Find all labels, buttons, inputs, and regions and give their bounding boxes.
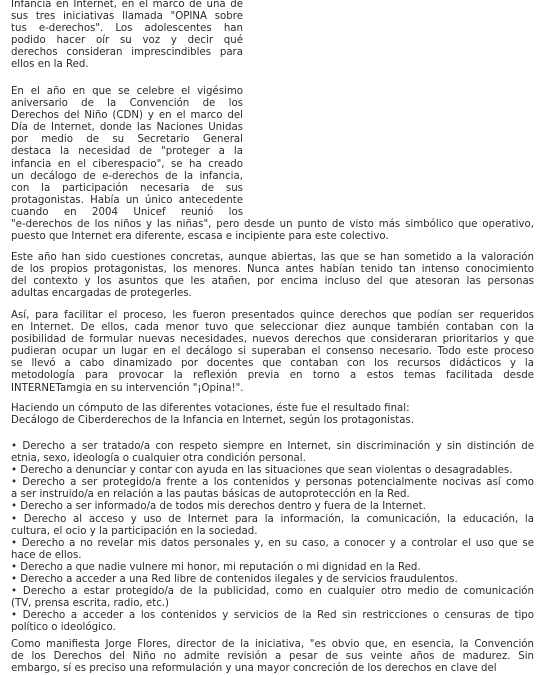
list-item-line: cultura, el ocio y la participación en la sociedad. [11,525,258,537]
text-line: con la participación necesaria de sus [11,182,243,194]
list-item-line: • Derecho a ser tratado/a con respeto siempre en Internet, sin discriminación y sin distinción de [11,441,534,452]
text-line: Derechos del Niño (CDN) y en el marco del [11,110,243,122]
list-item-line: • Derecho a acceder a una Red libre de contenidos ilegales y de servicios fraudulentos. [11,574,458,586]
text-line: INTERNETamgia en su intervención "¡Opina!". [11,382,244,394]
text-line: ellos en la Red. [11,59,89,71]
text-line: en Internet. De ellos, cada menor tuvo que seleccionar diez aunque también contaban con la [11,322,534,334]
text-line: protagonistas. Había un único antecedente [11,194,243,206]
rights-list [11,441,534,635]
list-item-line: • Derecho a acceder a los contenidos y servicios de la Red sin restricciones o censuras de tipo [11,610,534,622]
text-line: derechos consideran imprescindibles para [11,47,243,59]
text-line: Infancia en Internet, en el marco de una de [11,0,243,10]
text-line: infancia en el ciberespacio", se ha creado [11,158,243,170]
list-item [11,538,534,562]
text-line: de los propios protagonistas, los menores. Nunca antes habían tenido tan intenso conocimiento [11,264,534,276]
text-line: Decálogo de Ciberderechos de la Infancia en Internet, según los protagonistas. [11,415,415,427]
text-line: Día de Internet, donde las Naciones Unidas [11,122,243,134]
text-line: posibilidad de formular nuevas necesidades, nuevos derechos que consideraran prioritarios y que [11,334,534,346]
text-line: cuando en 2004 Unicef reunió los [11,206,243,218]
paragraph-process [11,310,534,395]
text-line: adultas encargadas de protegerles. [11,288,192,300]
text-line: puesto que Internet era diferente, escasa e incipiente para este colectivo. [11,231,389,243]
list-item-line: a ser instruido/a en relación a las pautas básicas de autoprotección en la Red. [11,489,410,501]
list-item [11,562,534,574]
paragraph-anniversary [11,86,534,243]
list-item-line: • Derecho a no revelar mis datos personales y, en su caso, a conocer y a controlar el uso que se [11,537,534,549]
text-line: se llevó a cabo dinamizado por docentes que contaban con los recursos didácticos y la [11,358,534,370]
list-item-line: • Derecho al acceso y uso de Internet para la información, la comunicación, la educación, la [11,513,534,525]
list-item [11,465,534,477]
list-item [11,441,534,465]
list-item [11,610,534,634]
list-item-line: • Derecho a ser informado/a de todos mis derechos dentro y fuera de la Internet. [11,501,426,513]
list-item-line: político o ideológico. [11,622,116,634]
list-item-line: (TV, prensa escrita, radio, etc.) [11,598,170,610]
text-line: destaca la necesidad de "proteger a la [11,146,243,158]
paragraph-results [11,403,534,427]
text-line: aniversario de la Convención de los [11,98,243,110]
text-line: tus e-derechos". Los adolescentes han [11,23,243,35]
text-line: "e-derechos de los niños y las niñas", pero desde un punto de visto más simbólico que operativo, [11,219,534,231]
paragraph-intro [11,0,243,72]
text-line: Este año han sido cuestiones concretas, aunque abiertas, las que se han sometido a la valoración [11,252,534,263]
text-line: de los Derechos del Niño no admite revisión a pesar de sus veinte años de madurez. Sin [11,651,534,663]
list-item-line: • Derecho a que nadie vulnere mi honor, mi reputación o mi dignidad en la Red. [11,561,421,573]
list-item [11,514,534,538]
list-item [11,586,534,610]
text-line: podido hacer oír su voz y decir qué [11,35,243,47]
text-line: un decálogo de e-derechos de la infancia, [11,170,243,182]
list-item [11,501,534,513]
text-line: sus tres iniciativas llamada "OPINA sobre [11,11,243,23]
text-line: del contexto y los asuntos que les atañen, por encima incluso del que atesoran las personas [11,276,534,288]
text-line: Así, para facilitar el proceso, les fueron presentados quince derechos que podían ser requeridos [11,310,534,321]
list-item-line: • Derecho a denunciar y contar con ayuda en las situaciones que sean violentas o desagradables. [11,465,513,477]
text-line: por medio de su Secretario General [11,134,243,146]
text-line: embargo, sí es preciso una reformulación y una mayor concreción de los derechos en clave del [11,663,497,675]
list-item-line: etnia, sexo, ideología o cualquier otra condición personal. [11,453,306,465]
text-line: metodología para provocar la reflexión previa en torno a estos temas facilitada desde [11,370,534,382]
list-item-line: hace de ellos. [11,549,82,561]
paragraph-concrete-issues [11,252,534,300]
text-line: Como manifiesta Jorge Flores, director de la iniciativa, "es obvio que, en esencia, la Convención [11,639,534,650]
list-item-line: • Derecho a estar protegido/a de la publicidad, como en cualquier otro medio de comunicación [11,586,534,598]
paragraph-quote [11,639,534,675]
list-item [11,574,534,586]
list-item-line: • Derecho a ser protegido/a frente a los contenidos y personas potencialmente nocivas así como [11,477,534,489]
text-line: pudieran ocupar un lugar en el decálogo si superaban el consenso necesario. Todo este proceso [11,346,534,358]
list-item [11,477,534,501]
text-line: En el año en que se celebre el vigésimo [11,86,243,97]
text-line: Haciendo un cómputo de las diferentes votaciones, éste fue el resultado final: [11,403,410,414]
